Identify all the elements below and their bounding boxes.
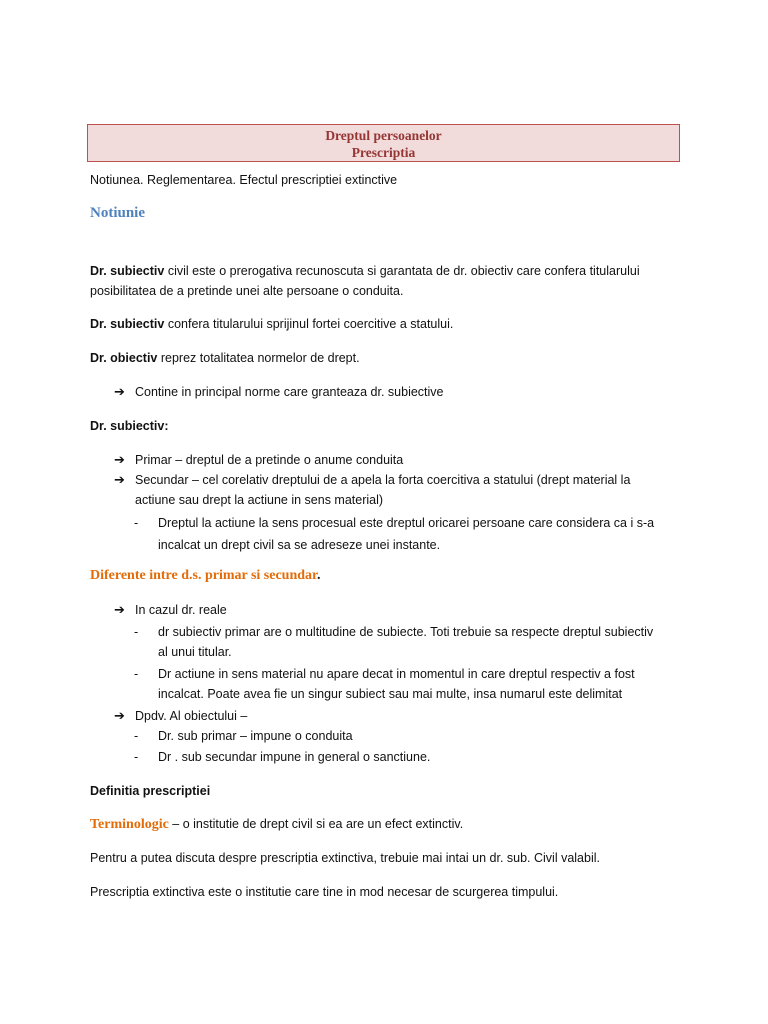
heading-diferente (90, 568, 320, 584)
paragraph-prescriptia: Prescriptia extinctiva este o institutie care tine in mod necesar de scurgerea timpului. (90, 885, 559, 899)
arrow-icon: ➔ (114, 452, 125, 467)
arrow-icon: ➔ (114, 602, 125, 617)
paragraph-1-line-1 (90, 261, 640, 281)
dash-sub-primar: Dr. sub primar – impune o conduita (158, 729, 353, 743)
heading-diferente-text: Diferente intre d.s. primar si secundar (90, 568, 317, 583)
intro-line: Notiunea. Reglementarea. Efectul prescriptiei extinctive (90, 173, 398, 187)
dash-marker: - (134, 729, 139, 743)
dash-marker: - (134, 750, 139, 764)
heading-diferente-dot: . (316, 568, 321, 583)
terminologic-rest: – o institutie de drept civil si ea are un efect extinctiv. (168, 817, 464, 831)
label-subiectiv: Dr. subiectiv: (90, 419, 169, 433)
arrow-icon: ➔ (114, 384, 125, 399)
p3-bold: Dr. obiectiv (90, 351, 158, 365)
label-definitia: Definitia prescriptiei (90, 784, 211, 798)
p2-rest: confera titularului sprijinul fortei coercitive a statului. (164, 317, 454, 331)
p3-rest: reprez totalitatea normelor de drept. (157, 351, 360, 365)
arrow-icon: ➔ (114, 708, 125, 723)
dash-material-line-1: Dr actiune in sens material nu apare decat in momentul in care dreptul respectiv a fost (158, 667, 635, 681)
bullet-obiect: Dpdv. Al obiectului – (135, 709, 248, 723)
terminologic-line (90, 814, 463, 835)
paragraph-2 (90, 314, 453, 334)
p2-bold: Dr. subiectiv (90, 317, 165, 331)
paragraph-3 (90, 348, 360, 368)
dash-material-line-2: incalcat. Poate avea fie un singur subiect sau mai multe, insa numarul este delimitat (158, 687, 623, 701)
title-line-2: Prescriptia (351, 145, 416, 160)
dash-marker: - (134, 667, 139, 681)
arrow-icon: ➔ (114, 472, 125, 487)
paragraph-pentru: Pentru a putea discuta despre prescriptia extinctiva, trebuie mai intai un dr. sub. Civil valabil. (90, 851, 600, 865)
terminologic-label: Terminologic (90, 817, 169, 832)
p1-rest: civil este o prerogativa recunoscuta si garantata de dr. obiectiv care confera titularului (164, 264, 640, 278)
bullet-contine: Contine in principal norme care granteaza dr. subiective (135, 385, 444, 399)
dash-marker: - (134, 516, 139, 530)
dash-actiune-line-1: Dreptul la actiune la sens procesual este dreptul oricarei persoane care considera ca i s-a (158, 516, 655, 530)
p1-bold: Dr. subiectiv (90, 264, 165, 278)
dash-actiune-line-2: incalcat un drept civil sa se adreseze unei instante. (158, 538, 441, 552)
bullet-secundar-line-2: actiune sau drept la actiune in sens material) (135, 493, 384, 507)
dash-marker: - (134, 625, 139, 639)
bullet-primar: Primar – dreptul de a pretinde o anume conduita (135, 453, 404, 467)
heading-notiune: Notiunie (90, 205, 146, 221)
bullet-secundar-line-1: Secundar – cel corelativ dreptului de a apela la forta coercitiva a statului (drept material la (135, 473, 631, 487)
dash-primar-line-1: dr subiectiv primar are o multitudine de subiecte. Toti trebuie sa respecte dreptul subiectiv (158, 625, 654, 639)
title-line-1: Dreptul persoanelor (325, 128, 442, 143)
dash-sub-secundar: Dr . sub secundar impune in general o sanctiune. (158, 750, 431, 764)
paragraph-1-line-2: posibilitatea de a pretinde unei alte persoane o conduita. (90, 284, 404, 298)
title-box (87, 124, 680, 162)
dash-primar-line-2: al unui titular. (158, 645, 232, 659)
bullet-reale: In cazul dr. reale (135, 603, 227, 617)
